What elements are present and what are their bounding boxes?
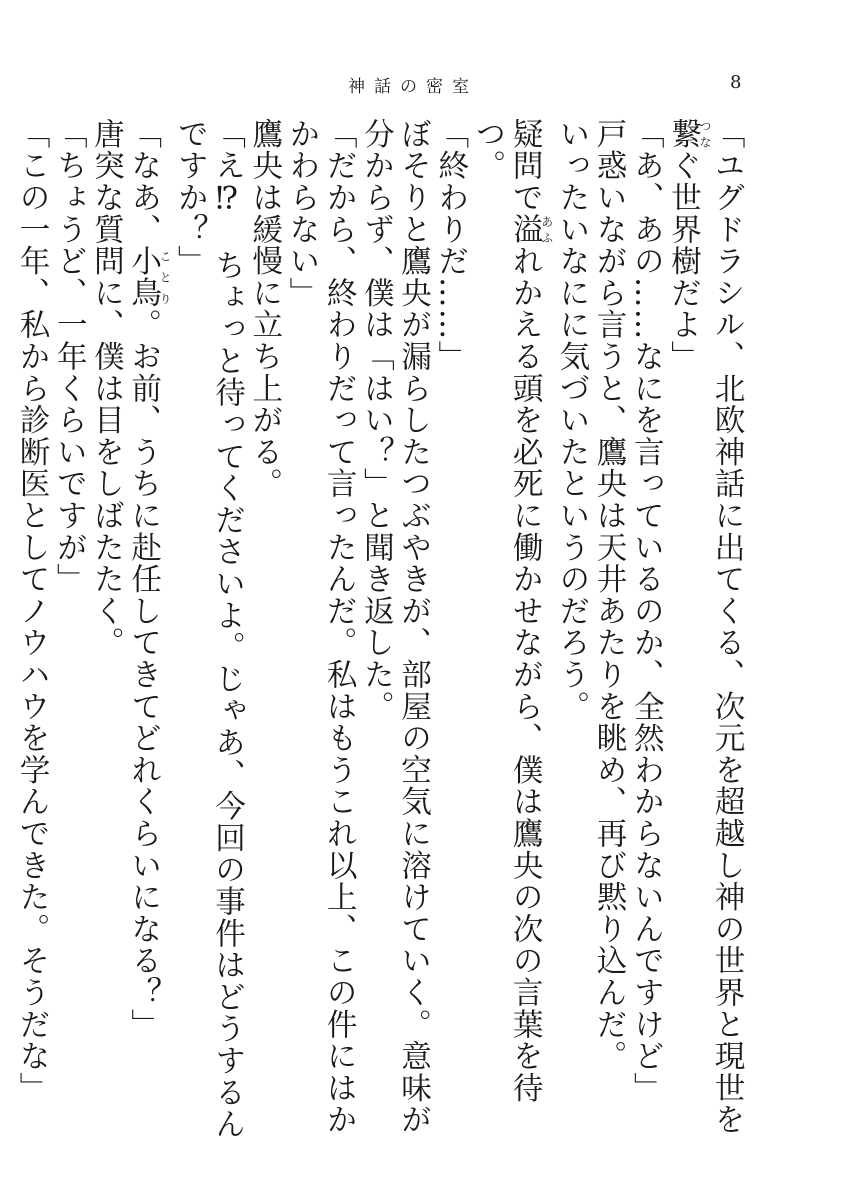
paragraph: 「え⁉ ちょっと待ってくださいよ。じゃあ、今回の事件はどうするんですか？」	[172, 118, 245, 1140]
text-run: 疑問で	[507, 118, 543, 214]
ruby-annotation	[125, 245, 173, 309]
page-number: 8	[730, 72, 742, 93]
paragraph: ぼそりと鷹央が漏らしたつぶやきが、部屋の空気に溶けていく。意味が分からず、僕は「はい？」と聞き返した。	[358, 118, 431, 1136]
paragraph: いったいなにに気づいたというのだろう。	[553, 118, 589, 723]
ruby-reading: つな	[698, 118, 712, 150]
vertical-body-text	[13, 118, 745, 1148]
text-run: 「なあ、	[125, 118, 161, 246]
ruby-reading: ことり	[158, 245, 173, 309]
paragraph: 「あ、あの……なにを言っているのか、全然わからないんですけど」	[628, 118, 664, 1104]
ruby-annotation	[507, 213, 554, 246]
text-run: 「ユグドラシル、北欧神話に出てくる、次元を超越し神の世界と現世を	[709, 118, 744, 1136]
running-header	[0, 72, 841, 102]
paragraph: 「だから、終わりだって言ったんだ。私はもうこれ以上、この件にはかかわらない」	[283, 118, 357, 1136]
ruby-reading: あふ	[539, 213, 554, 246]
paragraph	[469, 118, 553, 1148]
paragraph: 「終わりだ……」	[432, 118, 468, 373]
paragraph: 「ちょうど、一年くらいですが」	[51, 118, 87, 595]
running-title: 神話の密室	[348, 77, 478, 97]
text-run: れかえる頭を必死に働かせながら、僕は鷹央の次の言葉を待つ。	[469, 118, 543, 1104]
paragraph	[124, 118, 171, 1148]
paragraph: 唐突な質問に、僕は目をしばたたく。	[88, 118, 124, 659]
ruby-annotation	[665, 118, 712, 150]
paragraph	[664, 118, 745, 1148]
ruby-base: 繋	[665, 118, 701, 150]
paragraph: 戸惑いながら言うと、鷹央は天井あたりを眺め、再び黙り込んだ。	[591, 118, 627, 1072]
text-run: ぐ世界樹だよ」	[665, 149, 701, 373]
paragraph: 鷹央は緩慢に立ち上がる。	[246, 118, 282, 500]
ruby-base: 小鳥	[125, 245, 161, 309]
ruby-base: 溢	[507, 213, 543, 246]
paragraph: 「この一年、私から診断医としてノウハウを学んできた。そうだな」	[14, 118, 50, 1104]
text-run: 。お前、うちに赴任してきてどれくらいになる？」	[125, 308, 161, 1041]
